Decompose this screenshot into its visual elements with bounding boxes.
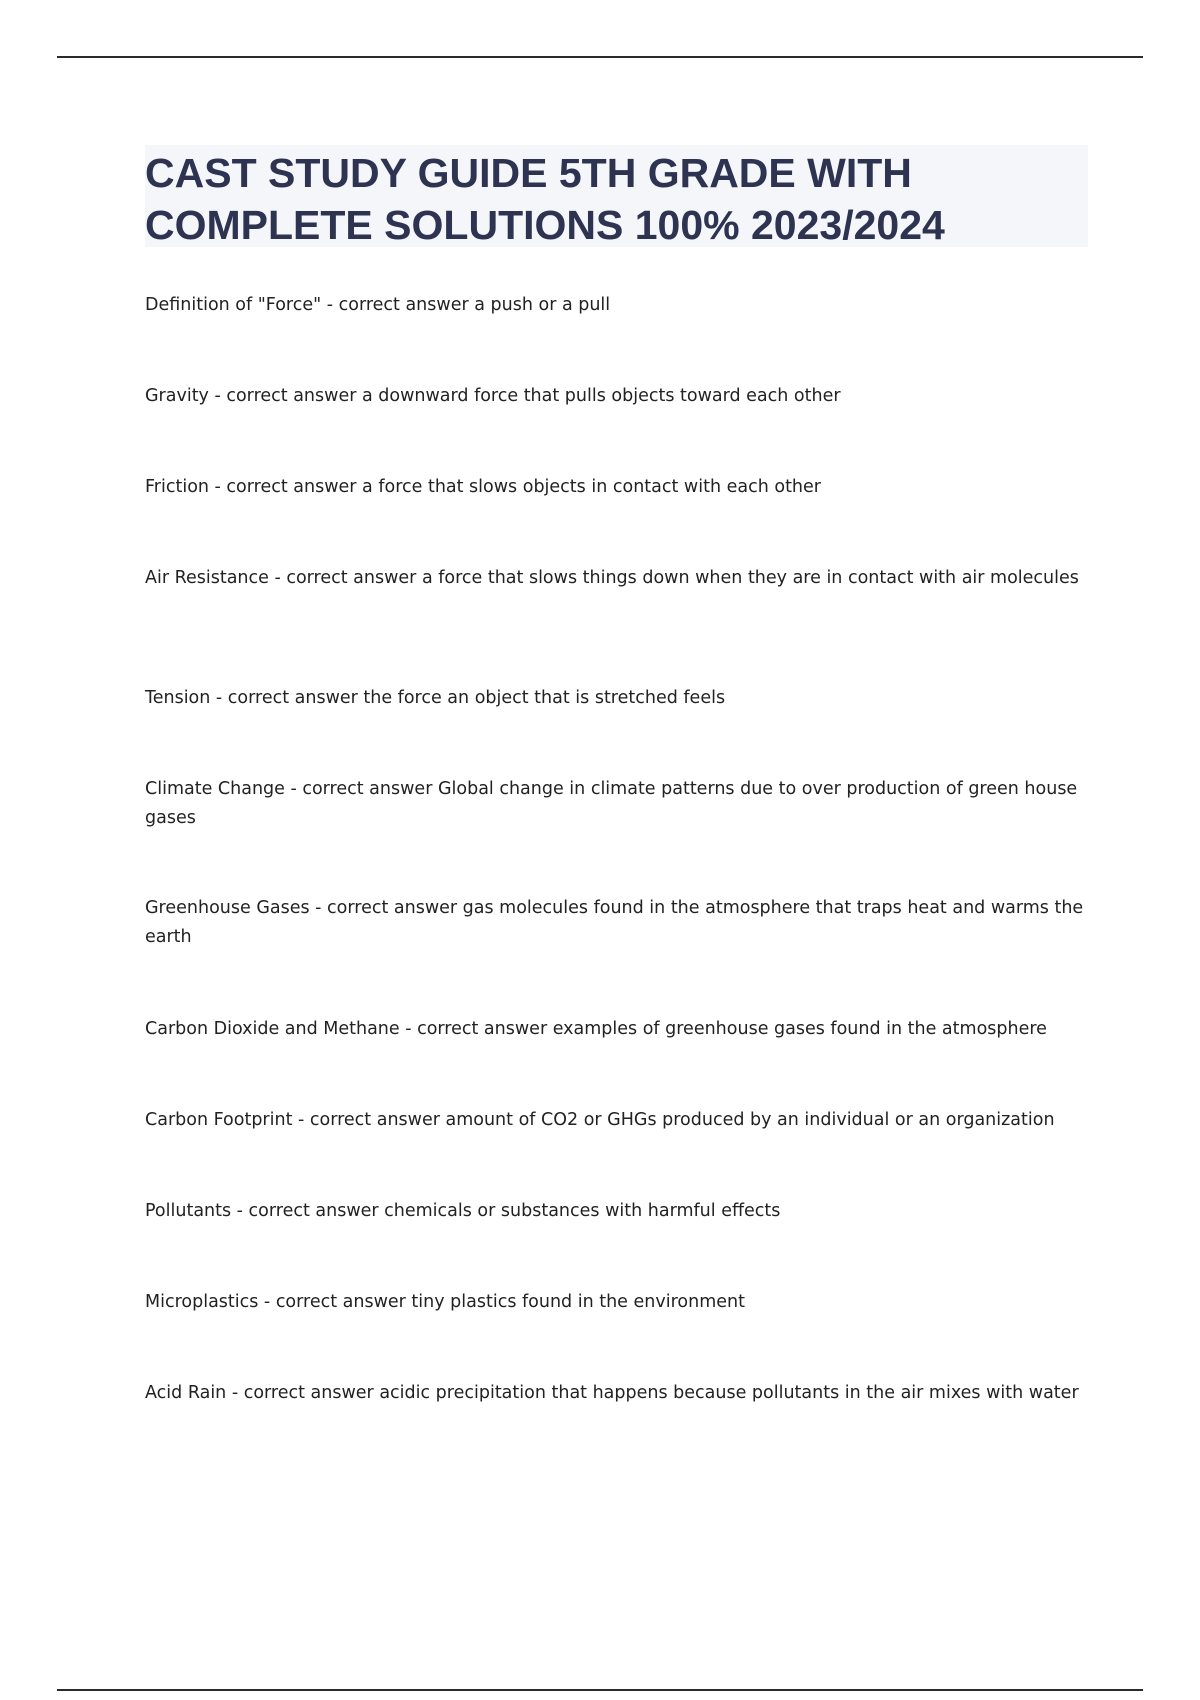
qa-item-microplastics: Microplastics - correct answer tiny plastics found in the environment <box>145 1292 745 1312</box>
title-block <box>145 145 1088 247</box>
qa-item-gravity: Gravity - correct answer a downward force that pulls objects toward each other <box>145 386 841 406</box>
qa-item-acid-rain: Acid Rain - correct answer acidic precipitation that happens because pollutants in the air mixes with water <box>145 1383 1079 1403</box>
top-rule <box>57 56 1143 58</box>
qa-item-pollutants: Pollutants - correct answer chemicals or substances with harmful effects <box>145 1201 781 1221</box>
qa-item-force: Definition of "Force" - correct answer a push or a pull <box>145 295 611 315</box>
qa-item-air-resistance: Air Resistance - correct answer a force that slows things down when they are in contact with air molecules <box>145 568 1079 588</box>
qa-item-friction: Friction - correct answer a force that slows objects in contact with each other <box>145 477 821 497</box>
qa-item-greenhouse-gases: Greenhouse Gases - correct answer gas molecules found in the atmosphere that traps heat and warms the earth <box>145 898 1084 947</box>
qa-item-carbon-dioxide-methane: Carbon Dioxide and Methane - correct answer examples of greenhouse gases found in the atmosphere <box>145 1019 1047 1039</box>
document-title: CAST STUDY GUIDE 5TH GRADE WITH COMPLETE SOLUTIONS 100% 2023/2024 <box>145 150 945 248</box>
qa-item-tension: Tension - correct answer the force an object that is stretched feels <box>145 688 726 708</box>
qa-item-carbon-footprint: Carbon Footprint - correct answer amount of CO2 or GHGs produced by an individual or an organization <box>145 1110 1055 1130</box>
bottom-rule <box>57 1689 1143 1691</box>
qa-item-climate-change: Climate Change - correct answer Global change in climate patterns due to over production of green house gases <box>145 779 1078 828</box>
